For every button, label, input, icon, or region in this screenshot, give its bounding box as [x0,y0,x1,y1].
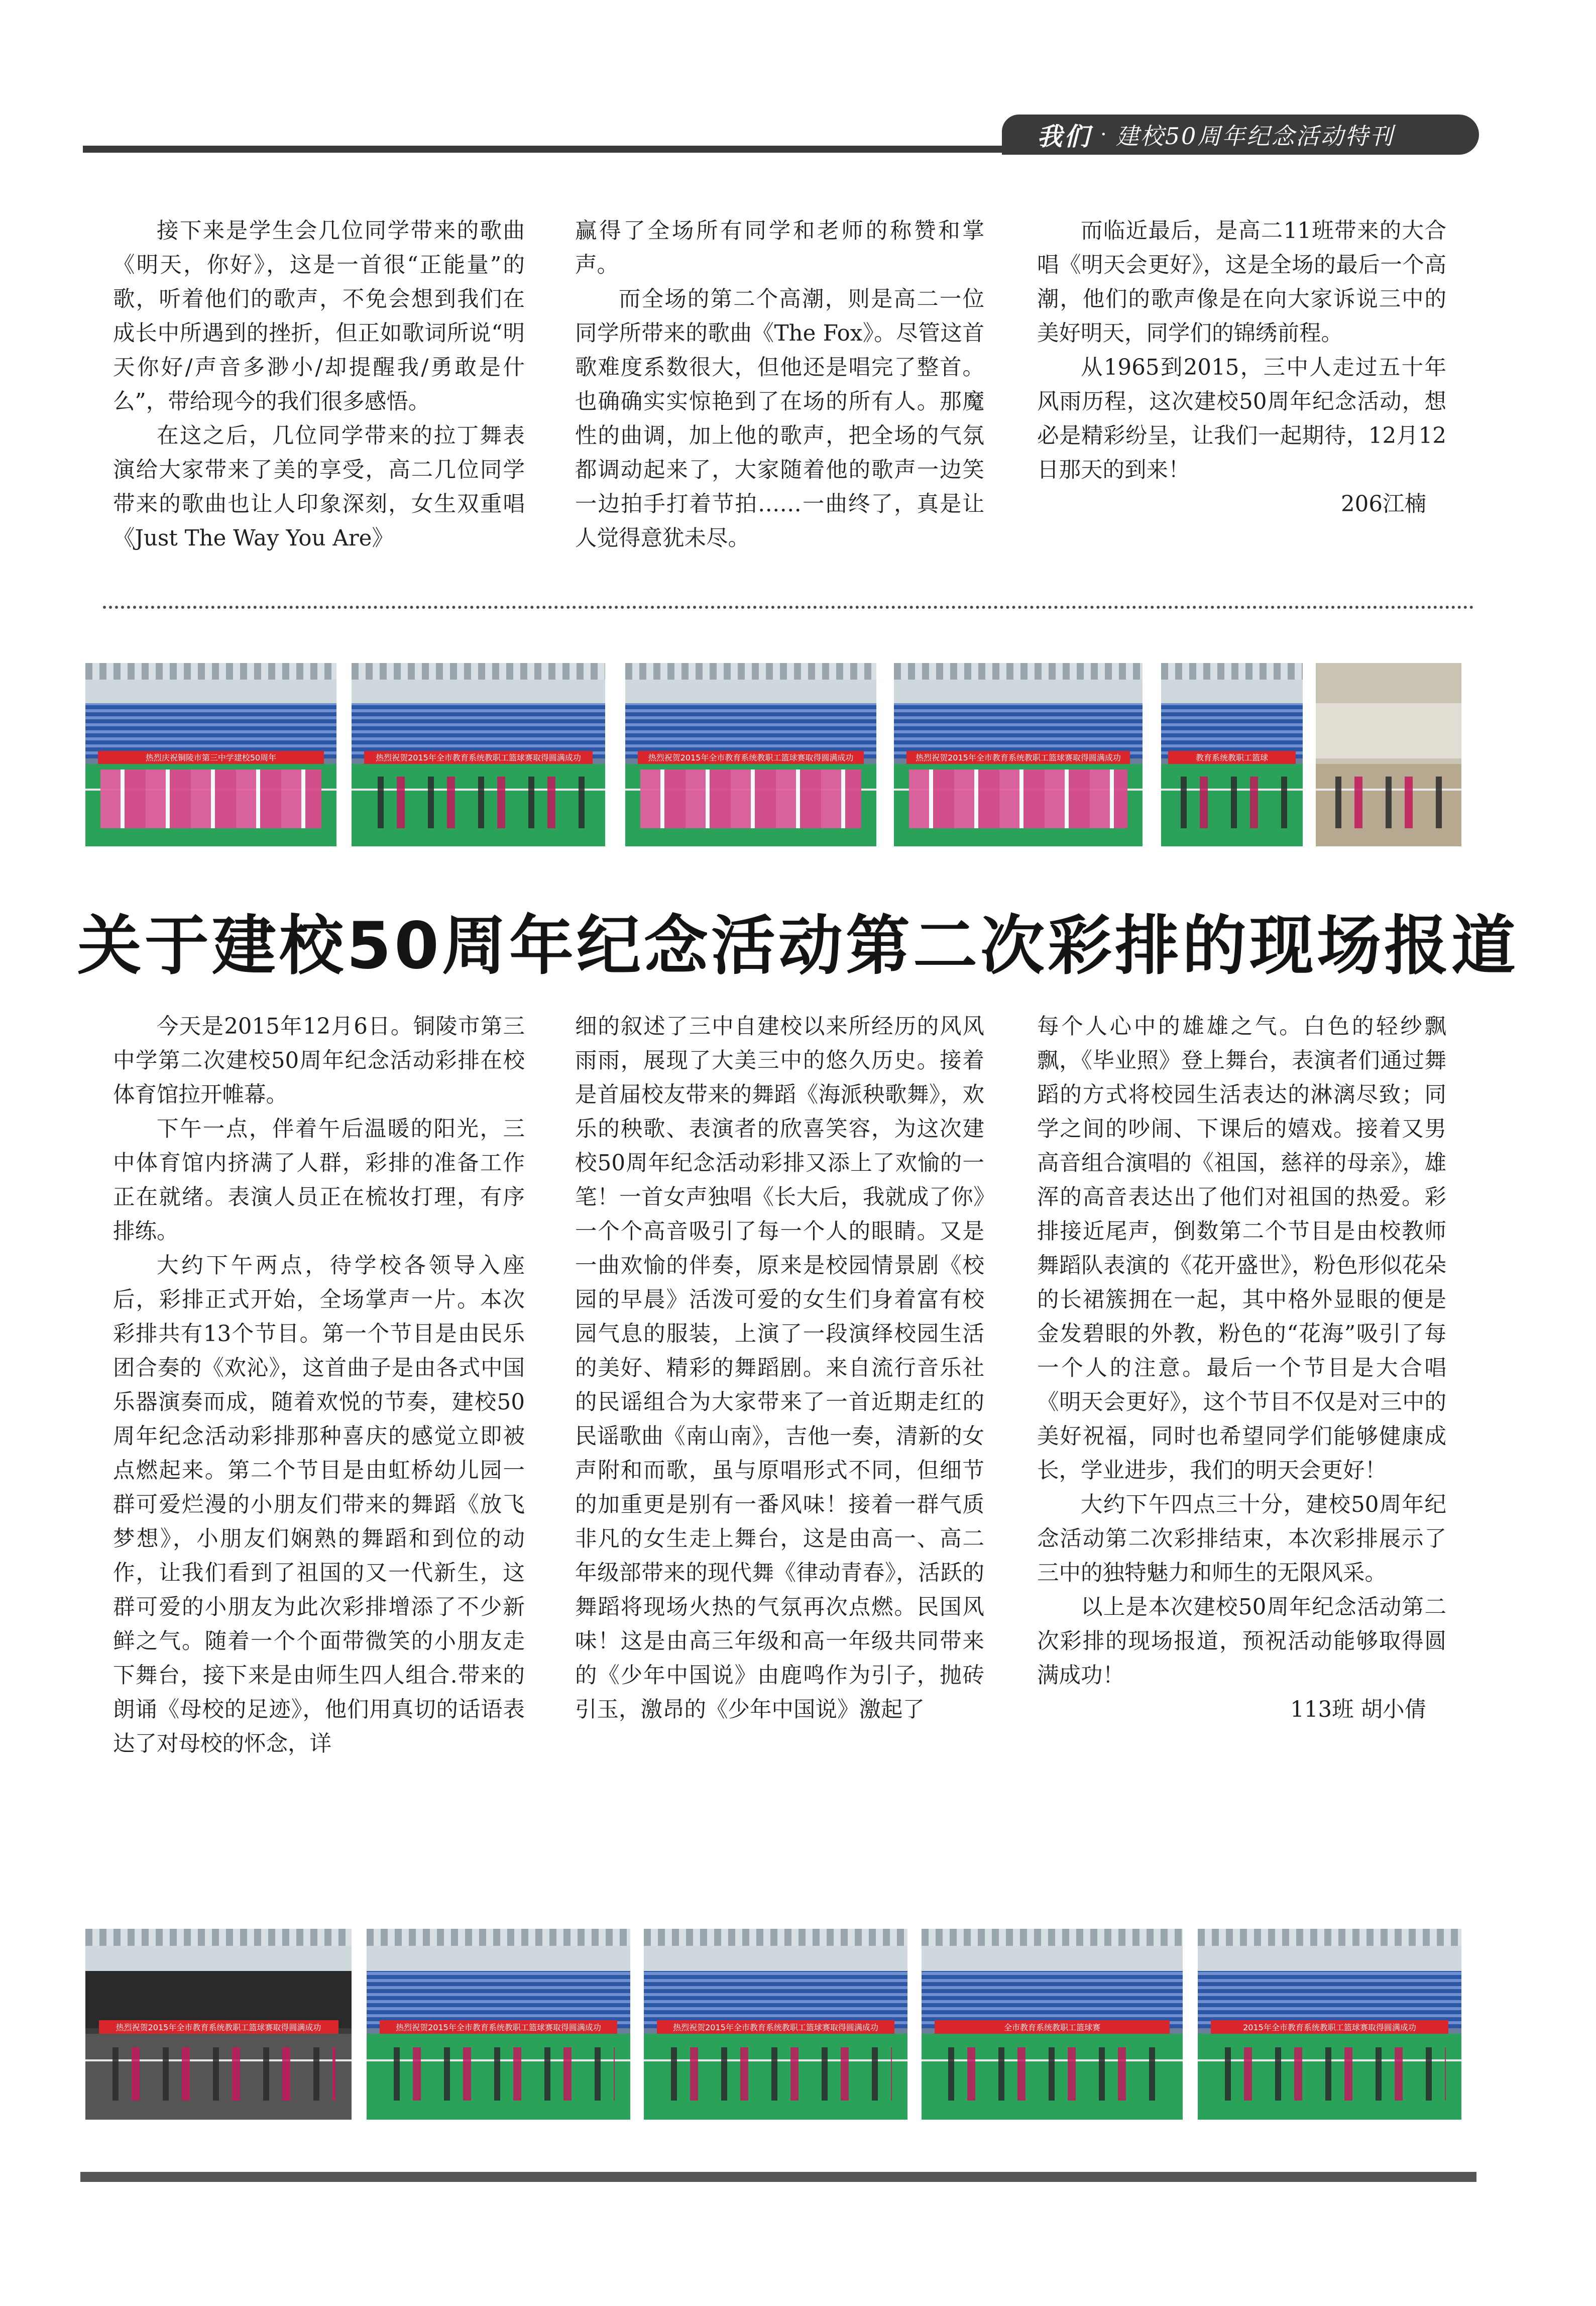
photo [1161,663,1303,846]
photo [894,663,1143,846]
paragraph: 而临近最后，是高二11班带来的大合唱《明天会更好》，这是全场的最后一个高潮，他们的歌声像是在向大家诉说三中的美好明天，同学们的锦绣前程。 [1037,218,1446,346]
photo-banner: 热烈祝贺2015年全市教育系统教职工篮球赛取得圆满成功 [906,751,1130,764]
photo [85,663,336,846]
paragraph: 在这之后，几位同学带来的拉丁舞表演给大家带来了美的享受，高二几位同学带来的歌曲也让人印象深刻，女生双重唱《Just The Way You Are》 [113,423,525,551]
footer-rule [80,2172,1476,2182]
paragraph: 大约下午四点三十分，建校50周年纪念活动第二次彩排结束，本次彩排展示了三中的独特魅力和师生的无限风采。 [1037,1492,1446,1586]
paragraph: 下午一点，伴着午后温暖的阳光，三中体育馆内挤满了人群，彩排的准备工作正在就绪。表演人员正在梳妆打理，有序排练。 [113,1117,525,1244]
photo-banner: 热烈祝贺2015年全市教育系统教职工篮球赛取得圆满成功 [638,751,864,764]
photo [1198,1929,1461,2120]
paragraph: 每个人心中的雄雄之气。白色的轻纱飘飘，《毕业照》登上舞台，表演者们通过舞蹈的方式将校园生活表达的淋漓尽致；同学之间的吵闹、下课后的嬉戏。接着又男高音组合演唱的《祖国，慈祥的母亲》，雄浑的高音表达出了他们对祖国的热爱。彩排接近尾声，倒数第二个节目是由校教师舞蹈队表演的《花开盛世》，粉色形似花朵的长裙簇拥在一起，其中格外显眼的便是金发碧眼的外教，粉色的“花海”吸引了每一个人的注意。最后一个节目是大合唱《明天会更好》，这个节目不仅是对三中的美好祝福，同时也希望同学们能够健康成长，学业进步，我们的明天会更好！ [1037,1014,1446,1483]
paragraph: 接下来是学生会几位同学带来的歌曲《明天，你好》，这是一首很“正能量”的歌，听着他们的歌声，不免会想到我们在成长中所遇到的挫折，但正如歌词所说“明天你好/声音多渺小/却提醒我/勇敢是什么”，带给现今的我们很多感悟。 [113,218,525,414]
article-title: 关于建校50周年纪念活动第二次彩排的现场报道 [77,909,1519,983]
top-article-column-3 [1037,214,1446,521]
paragraph: 以上是本次建校50周年纪念活动第二次彩排的现场报道，预祝活动能够取得圆满成功！ [1037,1595,1446,1688]
photo [352,663,605,846]
main-article-column-1 [113,1010,525,1761]
paragraph: 从1965到2015，三中人走过五十年风雨历程，这次建校50周年纪念活动，想必是精彩纷呈，让我们一起期待，12月12日那天的到来！ [1037,355,1446,483]
photo [625,663,876,846]
photo-banner: 热烈祝贺2015年全市教育系统教职工篮球赛取得圆满成功 [99,2020,338,2034]
paragraph: 大约下午两点，待学校各领导入座后，彩排正式开始，全场掌声一片。本次彩排共有13个节目。第一个节目是由民乐团合奏的《欢沁》，这首曲子是由各式中国乐器演奏而成，随着欢悦的节奏，建校50周年纪念活动彩排那种喜庆的感觉立即被点燃起来。第二个节目是由虹桥幼儿园一群可爱烂漫的小朋友们带来的舞蹈《放飞梦想》，小朋友们娴熟的舞蹈和到位的动作，让我们看到了祖国的又一代新生，这群可爱的小朋友为此次彩排增添了不少新鲜之气。随着一个个面带微笑的小朋友走下舞台，接下来是由师生四人组合.带来的朗诵《母校的足迹》，他们用真切的话语表达了对母校的怀念，详 [113,1253,525,1756]
paragraph: 赢得了全场所有同学和老师的称赞和掌声。 [575,218,984,278]
dotted-divider [103,606,1474,609]
top-article-column-1 [113,214,525,556]
author: 206江楠 [1340,492,1426,517]
main-article-column-3 [1037,1010,1446,1727]
paragraph: 今天是2015年12月6日。铜陵市第三中学第二次建校50周年纪念活动彩排在校体育馆拉开帷幕。 [113,1014,525,1108]
photo-banner: 2015年全市教育系统教职工篮球赛取得圆满成功 [1211,2020,1448,2034]
header-separator: · [1100,123,1107,146]
photo-banner: 全市教育系统教职工篮球赛 [935,2020,1170,2034]
top-article-column-2 [575,214,984,556]
issue-title: 建校50周年纪念活动特刊 [1115,123,1395,150]
photo-banner: 热烈庆祝铜陵市第三中学建校50周年 [98,751,324,764]
paragraph: 细的叙述了三中自建校以来所经历的风风雨雨，展现了大美三中的悠久历史。接着是首届校友带来的舞蹈《海派秧歌舞》，欢乐的秧歌、表演者的欣喜笑容，为这次建校50周年纪念活动彩排又添上了欢愉的一笔！一首女声独唱《长大后，我就成了你》一个个高音吸引了每一个人的眼睛。又是一曲欢愉的伴奏，原来是校园情景剧《校园的早晨》活泼可爱的女生们身着富有校园气息的服装，上演了一段演绎校园生活的美好、精彩的舞蹈剧。来自流行音乐社的民谣组合为大家带来了一首近期走红的民谣歌曲《南山南》，吉他一奏，清新的女声附和而歌，虽与原唱形式不同，但细节的加重更是别有一番风味！接着一群气质非凡的女生走上舞台，这是由高一、高二年级部带来的现代舞《律动青春》，活跃的舞蹈将现场火热的气氛再次点燃。民国风味！这是由高三年级和高一年级共同带来的《少年中国说》由鹿鸣作为引子，抛砖引玉，激昂的《少年中国说》激起了 [575,1014,984,1722]
photo-banner: 教育系统教职工篮球 [1168,751,1296,764]
magazine-name: 我们 [1037,122,1091,151]
header-tab [1002,115,1479,155]
author: 113班 胡小倩 [1290,1697,1426,1722]
photo [1316,663,1461,846]
header-rule [83,146,1037,153]
photo [644,1929,907,2120]
photo [85,1929,352,2120]
photo-banner: 热烈祝贺2015年全市教育系统教职工篮球赛取得圆满成功 [364,751,593,764]
photo [922,1929,1183,2120]
paragraph: 而全场的第二个高潮，则是高二一位同学所带来的歌曲《The Fox》。尽管这首歌难度系数很大，但他还是唱完了整首。也确确实实惊艳到了在场的所有人。那魔性的曲调，加上他的歌声，把全场的气氛都调动起来了，大家随着他的歌声一边笑一边拍手打着节拍……一曲终了，真是让人觉得意犹未尽。 [575,287,984,551]
photo [367,1929,630,2120]
photo-banner: 热烈祝贺2015年全市教育系统教职工篮球赛取得圆满成功 [657,2020,894,2034]
photo-banner: 热烈祝贺2015年全市教育系统教职工篮球赛取得圆满成功 [380,2020,617,2034]
main-article-column-2 [575,1010,984,1727]
